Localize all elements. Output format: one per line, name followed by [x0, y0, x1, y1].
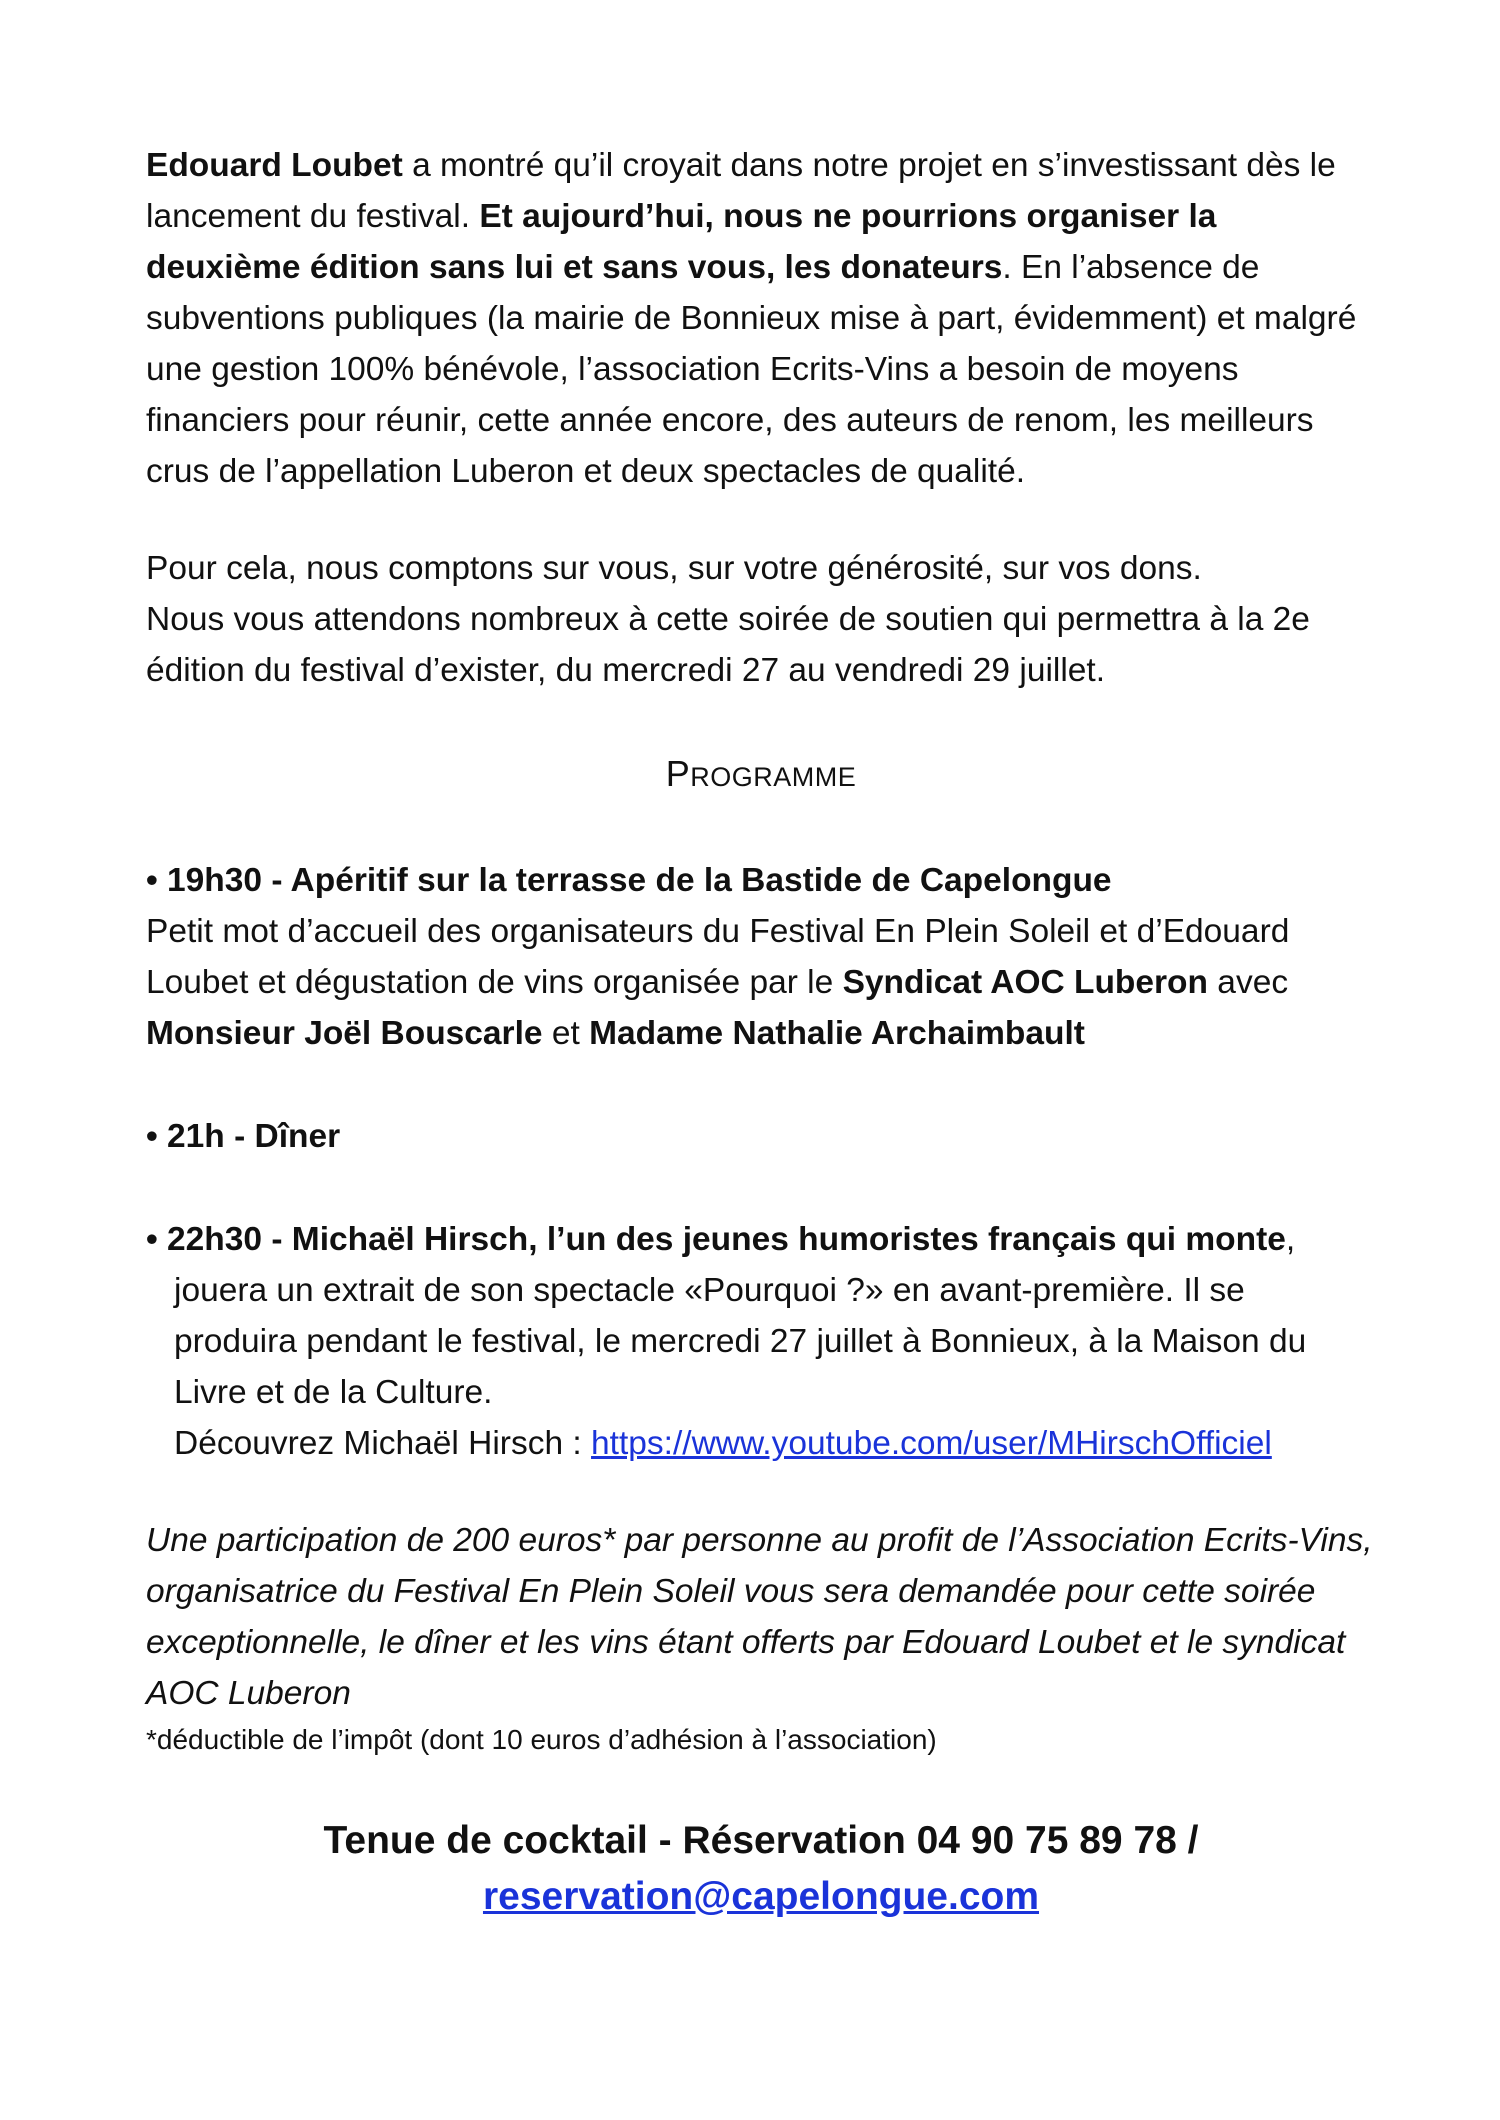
aperitif-text-2: avec [1208, 964, 1289, 1001]
discover-label: Découvrez Michaël Hirsch : [174, 1425, 592, 1462]
programme-heading-initial: P [665, 753, 691, 794]
aperitif-person-1: Monsieur Joël Bouscarle [146, 1015, 543, 1052]
programme-item-diner-heading: • 21h - Dîner [146, 1118, 341, 1155]
footer-email-line [146, 1869, 1376, 1925]
programme-item-show-discover [146, 1418, 1376, 1469]
appeal-line-2: Nous vous attendons nombreux à cette soirée de soutien qui permettra à la 2e édition du festival d’exister, du mercredi 27 au vendredi 29 juillet. [146, 601, 1310, 689]
footer-reservation: Tenue de cocktail - Réservation 04 90 75 89 78 / [323, 1819, 1199, 1862]
programme-item-show-text: jouera un extrait de son spectacle «Pourquoi ?» en avant-première. Il se produira pendant le festival, le mercredi 27 juillet à Bonnieux, à la Maison du Livre et de la Culture. [174, 1272, 1307, 1411]
spacer [146, 803, 1376, 855]
intro-paragraph [146, 140, 1376, 497]
document-page [146, 140, 1376, 1925]
spacer [146, 1162, 1376, 1214]
participation-text: Une participation de 200 euros* par personne au profit de l’Association Ecrits-Vins, organisatrice du Festival En Plein Soleil vous sera demandée pour cette soirée exceptionnelle, le dîner et les vins étant offerts par Edouard Loubet et le syndicat AOC Luberon [146, 1522, 1373, 1712]
spacer [146, 696, 1376, 748]
youtube-link[interactable]: https://www.youtube.com/user/MHirschOfficiel [591, 1425, 1272, 1462]
intro-text-1: a montré qu’il croyait dans notre projet en s’investissant dès le lancement du festival. [146, 147, 1336, 235]
programme-heading [146, 748, 1376, 803]
intro-text-2: . En l’absence de subventions publiques (la mairie de Bonnieux mise à part, évidemment) et malgré une gestion 100% bénévole, l’association Ecrits-Vins a besoin de moyens financiers pour réunir, cette année encore, des auteurs de renom, les meilleurs crus de l’appellation Luberon et deux spectacles de qualité. [146, 249, 1357, 490]
spacer [146, 497, 1376, 543]
participation-note: *déductible de l’impôt (dont 10 euros d’adhésion à l’association) [146, 1724, 937, 1755]
show-heading-tail: , [1285, 1221, 1296, 1258]
aperitif-text-3: et [542, 1015, 590, 1052]
show-heading-bold: • 22h30 - Michaël Hirsch, l’un des jeunes humoristes français qui monte [146, 1221, 1286, 1258]
programme-item-aperitif-text [146, 906, 1376, 1059]
programme-heading-rest: ROGRAMME [690, 762, 857, 792]
programme-item-show-heading [146, 1214, 1376, 1265]
intro-name: Edouard Loubet [146, 147, 403, 184]
aperitif-syndicat: Syndicat AOC Luberon [842, 964, 1208, 1001]
spacer [146, 1761, 1376, 1813]
aperitif-person-2: Madame Nathalie Archaimbault [589, 1015, 1085, 1052]
aperitif-text-1: Petit mot d’accueil des organisateurs du Festival En Plein Soleil et d’Edouard Loubet et dégustation de vins organisée par le [146, 913, 1290, 1001]
appeal-line-1: Pour cela, nous comptons sur vous, sur votre générosité, sur vos dons. [146, 550, 1202, 587]
email-link[interactable]: reservation@capelongue.com [482, 1875, 1040, 1918]
intro-bold-sentence: Et aujourd’hui, nous ne pourrions organiser la deuxième édition sans lui et sans vous, les donateurs [146, 198, 1217, 286]
spacer [146, 1059, 1376, 1111]
spacer [146, 1469, 1376, 1515]
programme-item-aperitif-heading: • 19h30 - Apéritif sur la terrasse de la Bastide de Capelongue [146, 862, 1112, 899]
